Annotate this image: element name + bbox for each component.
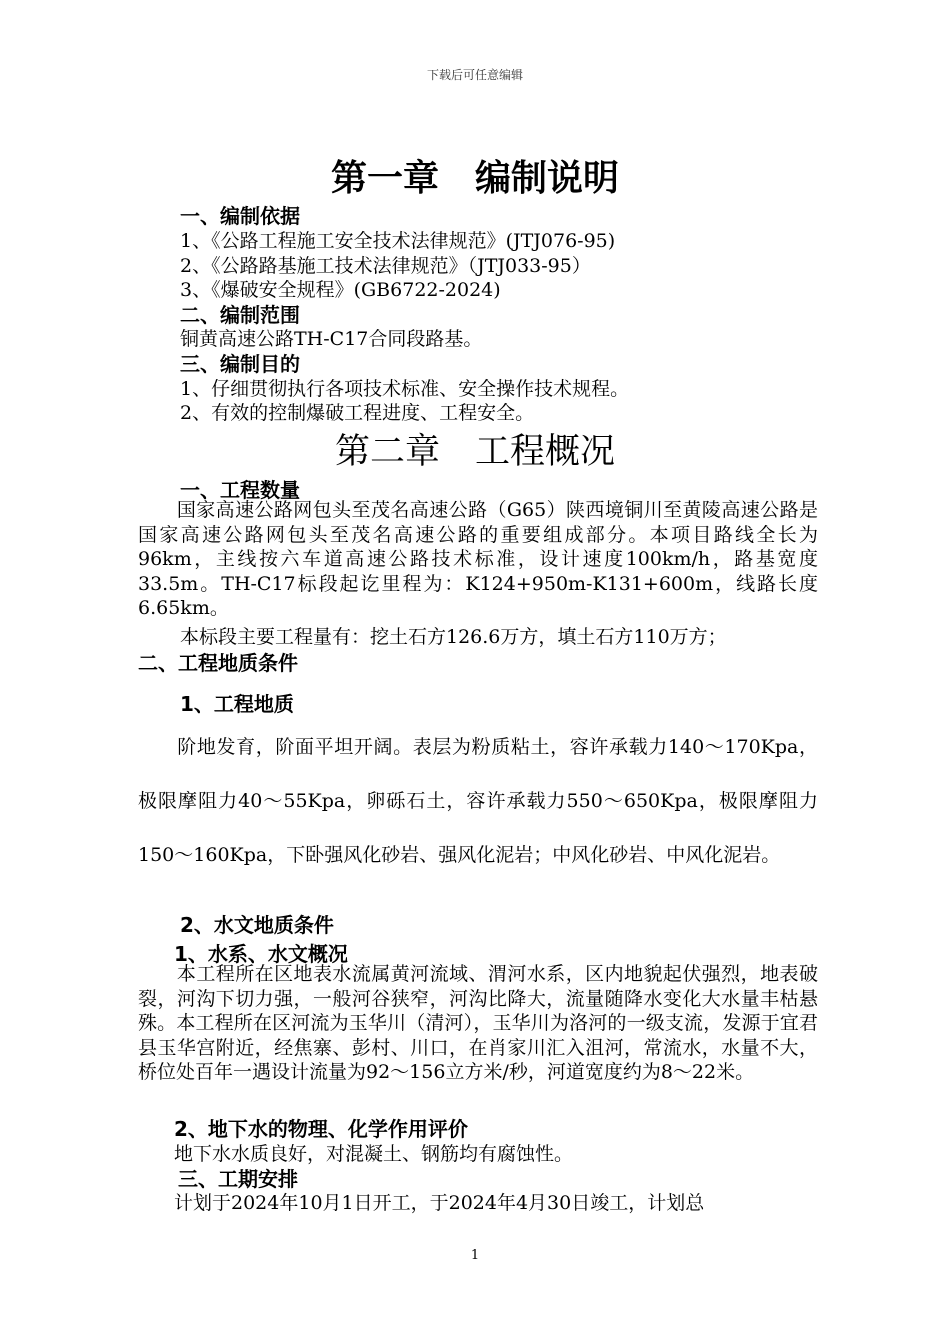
groundwater-text: 地下水水质良好，对混凝土、钢筋均有腐蚀性。	[174, 1143, 574, 1165]
quantity-summary: 本标段主要工程量有：挖土石方126.6万方，填土石方110万方；	[180, 626, 727, 648]
header-note: 下载后可任意编辑	[426, 68, 523, 82]
basis-item-1: 1、《公路工程施工安全技术法律规范》(JTJ076-95)	[180, 230, 616, 252]
purpose-item-2: 2、有效的控制爆破工程进度、工程安全。	[180, 402, 535, 424]
hydro-subtitle: 2、水文地质条件	[180, 913, 334, 937]
section-schedule-title: 三、工期安排	[178, 1167, 298, 1191]
geology-paragraph: 阶地发育，阶面平坦开阔。表层为粉质粘土，容许承载力140～170Kpa，极限摩阻力40～55Kpa，卵砾石土，容许承载力550～650Kpa，极限摩阻力150～160Kpa，下卧强风化砂岩、强风化泥岩；中风化砂岩、中风化泥岩。	[138, 736, 818, 866]
quantity-paragraph: 国家高速公路网包头至茂名高速公路（G65）陕西境铜川至黄陵高速公路是国家高速公路网包头至茂名高速公路的重要组成部分。本项目路线全长为96km，主线按六车道高速公路技术标准，设计速度100km/h，路基宽度33.5m。TH-C17标段起讫里程为：K124+950m-K131+600m，线路长度6.65km。	[138, 499, 818, 619]
purpose-item-1: 1、仔细贯彻执行各项技术标准、安全操作技术规程。	[180, 378, 630, 400]
page-number: 1	[470, 1248, 480, 1263]
chapter2-title: 第二章 工程概况	[334, 432, 615, 472]
section-geology-title: 二、工程地质条件	[138, 651, 298, 675]
section-purpose-title: 三、编制目的	[180, 352, 300, 376]
groundwater-subtitle: 2、地下水的物理、化学作用评价	[174, 1117, 468, 1141]
water-system-subtitle: 1、水系、水文概况	[174, 942, 348, 966]
chapter1-title: 第一章 编制说明	[330, 158, 619, 199]
section-basis-title: 一、编制依据	[180, 204, 300, 228]
section-scope-title: 二、编制范围	[180, 303, 300, 327]
scope-text: 铜黄高速公路TH-C17合同段路基。	[180, 328, 483, 350]
basis-item-3: 3、《爆破安全规程》(GB6722-2024)	[180, 279, 501, 301]
basis-item-2: 2、《公路路基施工技术法律规范》（JTJ033-95）	[180, 255, 591, 277]
section-quantity-title: 一、工程数量	[180, 478, 300, 502]
geology-subtitle: 1、工程地质	[180, 692, 294, 716]
hydro-paragraph: 本工程所在区地表水流属黄河流域、渭河水系，区内地貌起伏强烈，地表破裂，河沟下切力强，一般河谷狭窄，河沟比降大，流量随降水变化大水量丰枯悬殊。本工程所在区河流为玉华川（清河），玉华川为洛河的一级支流，发源于宜君县玉华宫附近，经焦寨、彭村、川口，在肖家川汇入沮河，常流水，水量不大，桥位处百年一遇设计流量为92～156立方米/秒，河道宽度约为8～22米。	[138, 963, 818, 1083]
schedule-text: 计划于2024年10月1日开工，于2024年4月30日竣工，计划总	[174, 1192, 705, 1214]
